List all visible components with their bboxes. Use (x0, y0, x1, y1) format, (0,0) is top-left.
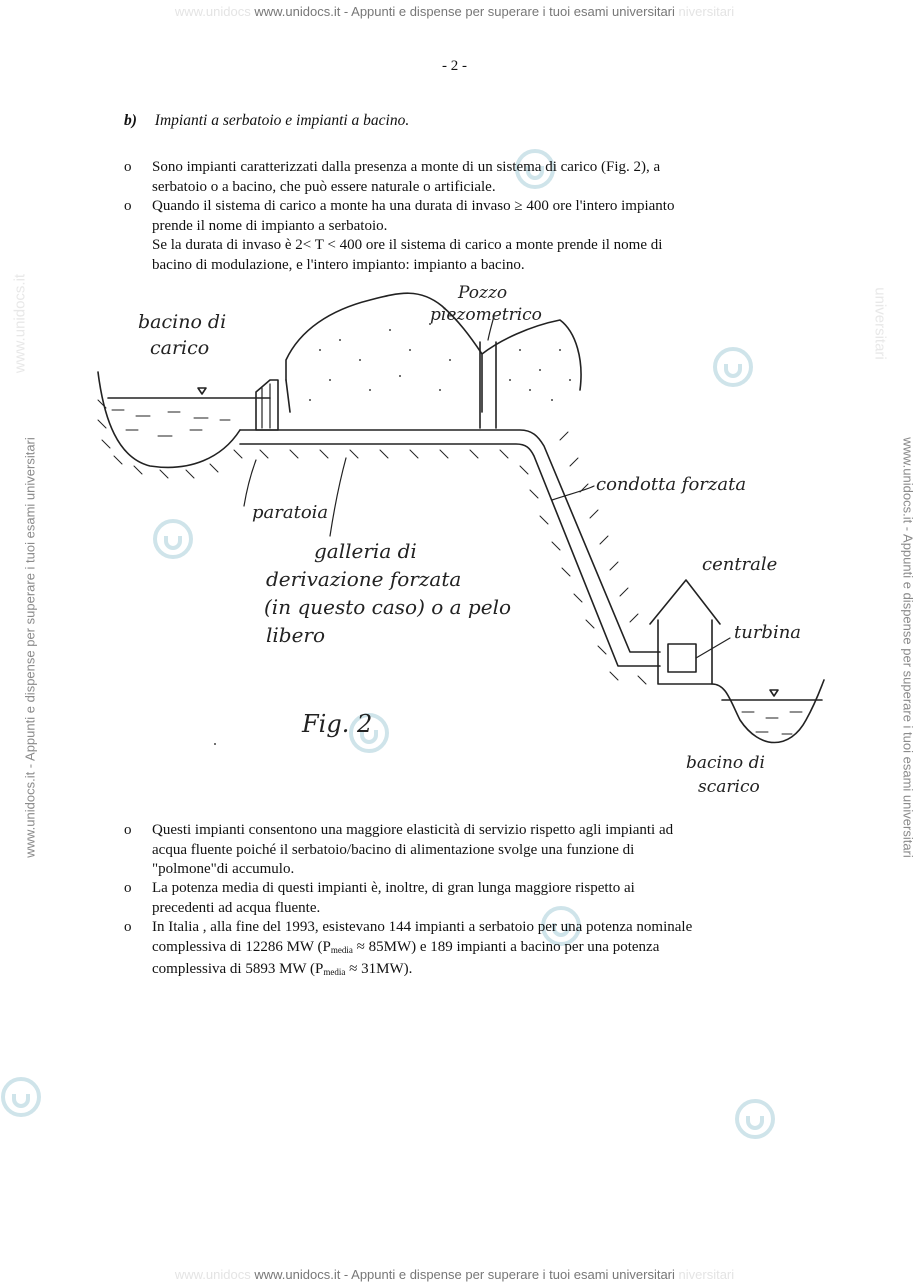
figure-caption: Fig. 2 (302, 710, 373, 738)
watermark-side-ghost-right: universitari (871, 287, 889, 360)
bullet-line: La potenza media di questi impianti è, inoltre, di gran lunga maggiore rispetto ai (152, 880, 635, 896)
watermark-ghost-right: niversitari (678, 4, 735, 19)
bullet-line (152, 960, 764, 983)
water-level-marker (198, 388, 206, 394)
upper-basin-outline (98, 372, 240, 467)
watermark-header-text: www.unidocs.it - Appunti e dispense per superare i tuoi esami universitari (254, 4, 675, 19)
label-pozzo-2: piezometrico (430, 305, 542, 325)
label-galleria-1: galleria di (314, 539, 417, 563)
bullet-line: Se la durata di invaso è 2< T < 400 ore il sistema di carico a monte prende il nome di (152, 237, 663, 253)
bullet-marker: o (124, 198, 132, 214)
line-part: ≈ 31MW). (345, 961, 413, 977)
label-bacino-carico-2: carico (150, 337, 210, 359)
label-galleria-3: (in questo caso) o a pelo (264, 595, 512, 619)
bullet-line: In Italia , alla fine del 1993, esistevano 144 impianti a serbatoio per una potenza nominale (152, 919, 693, 935)
bullet-line: acqua fluente poiché il serbatoio/bacino di alimentazione svolge una funzione di (152, 841, 635, 858)
page-number: - 2 - (442, 58, 467, 74)
lower-basin-outline (712, 680, 824, 743)
watermark-header (0, 4, 909, 19)
label-centrale: centrale (702, 554, 778, 575)
watermark-logo-icon (0, 1076, 42, 1118)
bullet-marker: o (124, 880, 132, 896)
watermark-side-left: www.unidocs.it - Appunti e dispense per superare i tuoi esami universitari (22, 437, 38, 858)
subscript-media: media (323, 967, 346, 977)
section-marker: b) (124, 112, 137, 129)
sketch-drawing (90, 280, 830, 800)
label-galleria-2: derivazione forzata (266, 567, 462, 591)
label-bacino-scarico-1: bacino di (686, 753, 765, 773)
line-part: ≈ 85MW) e 189 impianti a bacino per una potenza (352, 938, 660, 955)
bullet-line: serbatoio o a bacino, che può essere naturale o artificiale. (152, 178, 496, 195)
label-pozzo-1: Pozzo (458, 283, 508, 303)
label-turbina: turbina (734, 622, 802, 643)
watermark-ghost-right: niversitari (678, 1267, 735, 1282)
lower-level-marker (770, 690, 778, 696)
line-part: complessiva di 12286 MW (P (152, 938, 331, 955)
section-title: Impianti a serbatoio e impianti a bacino. (154, 112, 410, 129)
bullet-line: "polmone"di accumulo. (152, 861, 295, 877)
watermark-footer-text: www.unidocs.it - Appunti e dispense per superare i tuoi esami universitari (254, 1267, 675, 1282)
watermark-side-right: www.unidocs.it - Appunti e dispense per superare i tuoi esami universitari (900, 437, 916, 858)
label-bacino-scarico-2: scarico (698, 777, 760, 797)
bullet-line: prende il nome di impianto a serbatoio. (152, 217, 388, 234)
watermark-ghost-left: www.unidocs (174, 1267, 251, 1282)
bullet-line: Quando il sistema di carico a monte ha una durata di invaso ≥ 400 ore l'intero impianto (152, 198, 675, 214)
watermark-side-ghost-left: www.unidocs.it (11, 273, 29, 374)
section-heading (124, 112, 409, 130)
line-part: complessiva di 5893 MW (P (152, 961, 324, 977)
power-house (650, 580, 720, 684)
bullet-line: bacino di modulazione, e l'intero impianto: impianto a bacino. (152, 256, 525, 273)
watermark-footer (0, 1267, 909, 1282)
bullet-line: Questi impianti consentono una maggiore elasticità di servizio rispetto agli impianti ad (152, 822, 674, 838)
label-bacino-carico-1: bacino di (138, 311, 227, 333)
bullet-marker: o (124, 822, 132, 838)
watermark-ghost-left: www.unidocs (174, 4, 251, 19)
paratoia-gate (256, 380, 278, 430)
bullet-line: Sono impianti caratterizzati dalla presenza a monte di un sistema di carico (Fig. 2), a (152, 159, 661, 175)
bullet-marker: o (124, 919, 132, 935)
label-galleria-4: libero (266, 623, 326, 647)
bullet-marker: o (124, 159, 132, 175)
bullet-line: precedenti ad acqua fluente. (152, 899, 321, 916)
subscript-media: media (330, 944, 353, 955)
bullet-line (152, 938, 764, 961)
hydro-plant-sketch (90, 280, 830, 800)
label-condotta: condotta forzata (596, 474, 747, 495)
watermark-logo-icon (734, 1098, 776, 1140)
label-paratoia: paratoia (252, 502, 329, 523)
turbine-box (668, 644, 696, 672)
